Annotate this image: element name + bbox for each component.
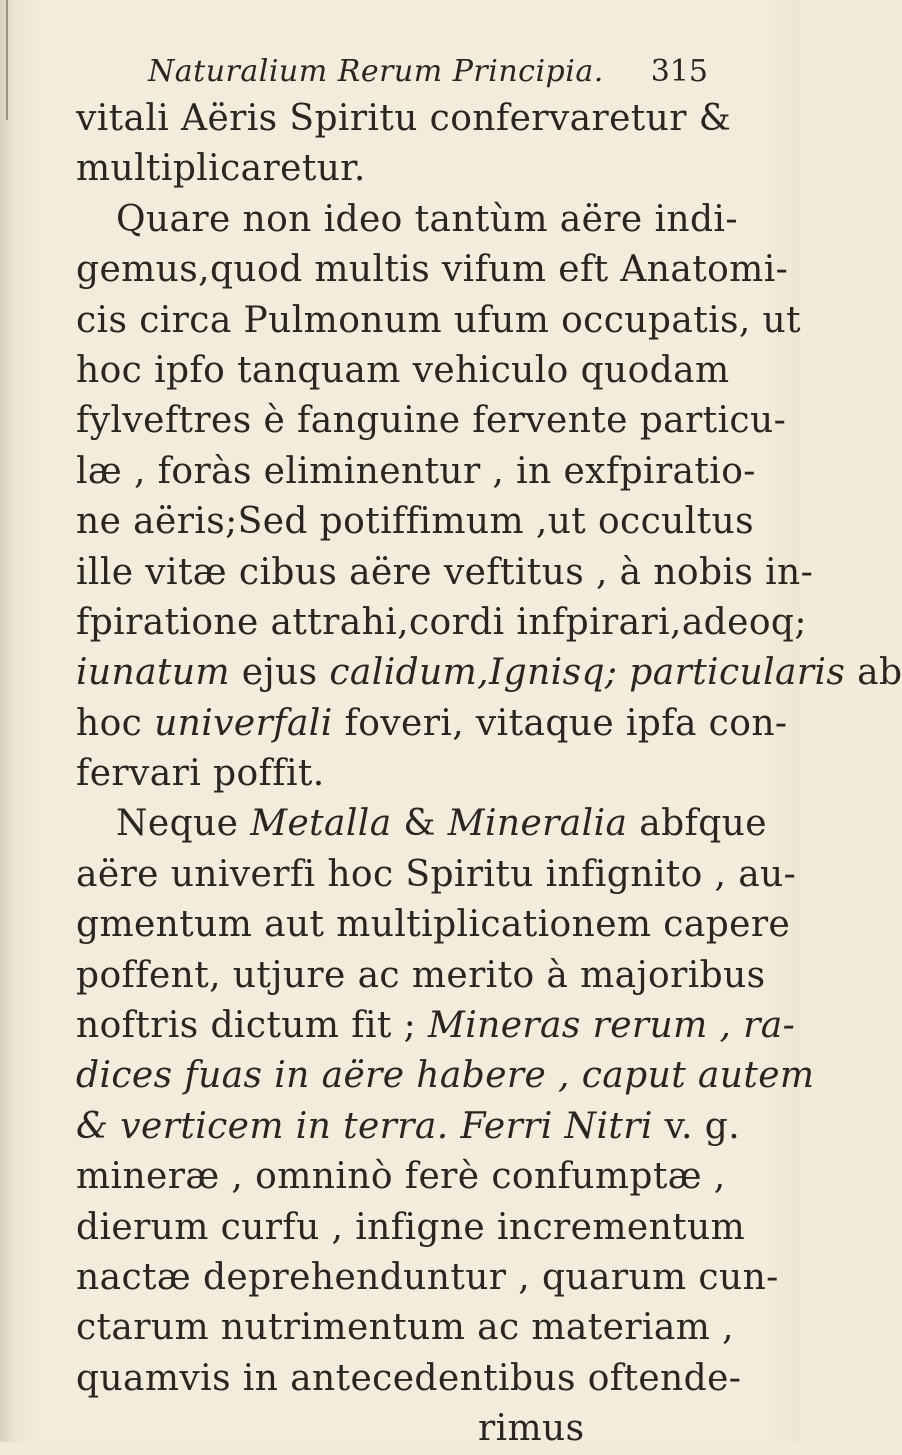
text-segment: poffent, utjure ac merito à majoribus	[76, 954, 766, 996]
text-segment: fylveftres è fanguine fervente particu-	[76, 400, 787, 442]
text-line	[28, 94, 778, 144]
italic-text-segment: & verticem in terra. Ferri Nitri	[76, 1105, 653, 1147]
text-line	[28, 296, 801, 346]
text-line	[28, 1404, 778, 1454]
page-number: 315	[650, 54, 708, 89]
text-line	[28, 1253, 778, 1303]
text-line	[28, 799, 778, 849]
italic-text-segment: Mineralia	[447, 803, 628, 845]
text-line	[28, 1354, 778, 1404]
text-segment: dierum curfu , infigne incrementum	[76, 1206, 746, 1248]
text-segment: Neque	[116, 803, 251, 845]
text-segment: nactæ deprehenduntur , quarum cun-	[76, 1256, 779, 1298]
text-line	[28, 1152, 778, 1202]
text-line	[28, 346, 778, 396]
text-segment: abfque	[627, 803, 767, 845]
text-line	[28, 195, 778, 245]
text-segment: quamvis in antecedentibus oftende-	[76, 1357, 742, 1399]
text-segment: &	[391, 803, 448, 845]
text-segment: læ , foràs eliminentur , in exfpiratio-	[76, 450, 756, 492]
text-segment: fpiratione attrahi,cordi infpirari,adeoq;	[76, 601, 807, 643]
text-segment: foveri, vitaque ipfa con-	[332, 702, 788, 744]
text-segment: noftris dictum fit ;	[76, 1005, 428, 1047]
text-line	[28, 396, 787, 446]
text-segment: mineræ , omninò ferè confumptæ ,	[76, 1156, 726, 1198]
text-segment: ctarum nutrimentum ac materiam ,	[76, 1307, 734, 1349]
text-line	[28, 548, 814, 598]
text-line	[28, 1051, 815, 1101]
text-segment: Quare non ideo tantùm aëre indi-	[116, 198, 738, 240]
italic-text-segment: Mineras rerum , ra-	[427, 1005, 796, 1047]
text-segment: multiplicaretur.	[76, 148, 366, 190]
running-title: Naturalium Rerum Principia.	[148, 54, 604, 89]
text-line	[28, 850, 797, 900]
text-segment: hoc ipfo tanquam vehiculo quodam	[76, 349, 730, 391]
text-line	[28, 245, 789, 295]
text-line	[28, 1303, 778, 1353]
italic-text-segment: dices fuas in aëre habere , caput autem	[76, 1055, 815, 1097]
text-line	[28, 1001, 796, 1051]
page-edge	[6, 0, 8, 120]
text-segment: ille vitæ cibus aëre veftitus , à nobis in-	[76, 551, 814, 593]
text-line	[28, 1203, 778, 1253]
text-segment: ab	[845, 652, 902, 694]
italic-text-segment: calidum,Ignisq; particularis	[329, 652, 846, 694]
text-segment: gemus,quod multis vifum eft Anatomi-	[76, 249, 789, 291]
body-text	[28, 94, 902, 1455]
text-segment: hoc	[76, 702, 155, 744]
text-line	[28, 951, 778, 1001]
text-line	[28, 447, 778, 497]
text-segment: v. g.	[652, 1105, 741, 1147]
text-line	[28, 598, 807, 648]
text-line	[28, 497, 778, 547]
text-segment: cis circa Pulmonum ufum occupatis, ut	[76, 299, 801, 341]
text-line	[28, 900, 791, 950]
text-segment: vitali Aëris Spiritu confervaretur &	[76, 98, 732, 139]
text-line	[28, 749, 778, 799]
text-segment: aëre univerfi hoc Spiritu infignito , au-	[76, 853, 797, 895]
text-segment: rimus	[478, 1408, 585, 1450]
italic-text-segment: Metalla	[250, 803, 392, 845]
text-segment: gmentum aut multiplicationem capere	[76, 904, 791, 946]
italic-text-segment: univerfali	[154, 702, 333, 744]
text-line	[28, 648, 902, 698]
running-header	[148, 54, 708, 94]
text-line	[28, 144, 778, 194]
text-segment: ejus	[229, 652, 330, 694]
text-line	[28, 699, 788, 749]
italic-text-segment: iunatum	[76, 652, 230, 694]
text-segment: ne aëris;Sed potiffimum ,ut occultus	[76, 501, 755, 543]
text-segment: fervari poffit.	[76, 753, 325, 795]
text-line	[28, 1102, 778, 1152]
